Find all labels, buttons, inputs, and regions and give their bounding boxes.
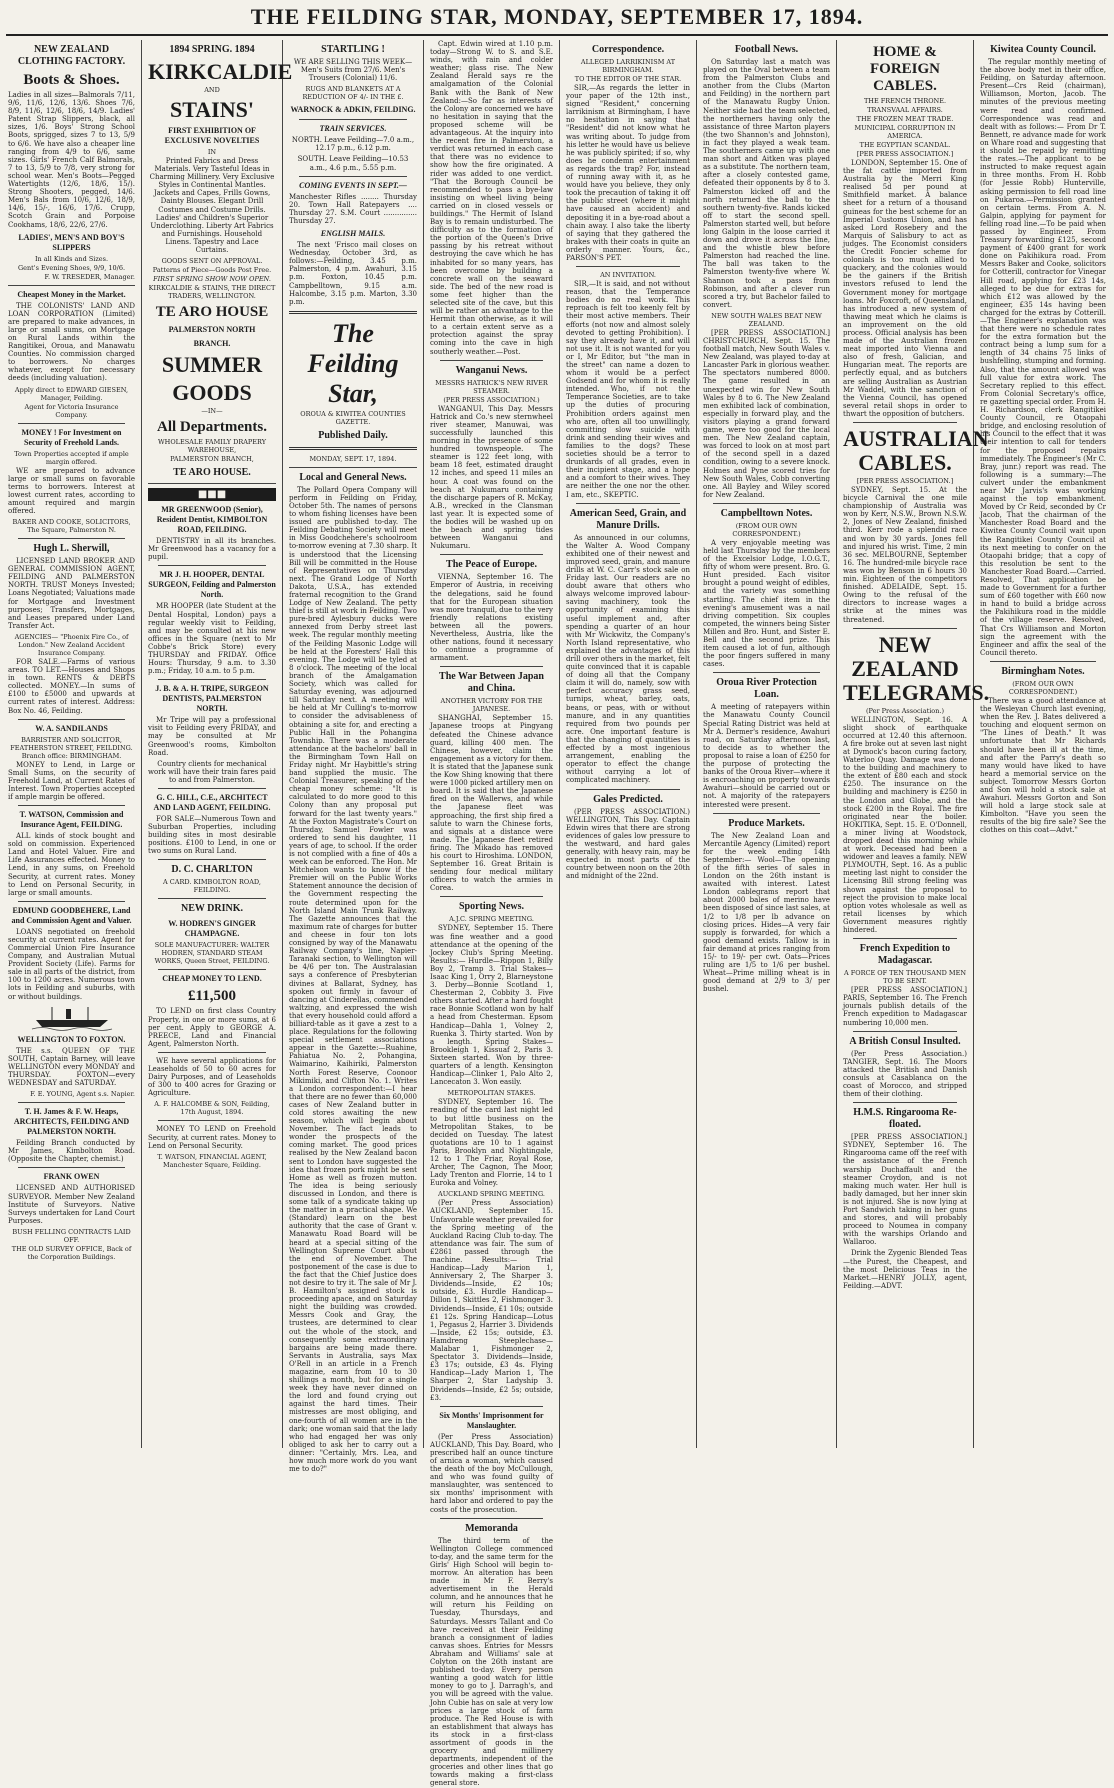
palmerston-north: PALMERSTON NORTH <box>168 325 256 335</box>
football-text: On Saturday last a match was played on the Oval between a team from the Palmerston Clubs and another from the Clubs (Marton and Feilding) in the northern part of the Manawatu Rugby Union. Neither side had the team selected, the northerners having only the assistance of three Marton players (the two Shannon's and Johnston), in fact they played a weak team. The southerners came up with one man short and Aitken was played as a substitute. The northern team, after a closely contested game, defeated their opponents by 8 to 3. Palmerston kicked off and the north returned the ball to the southern twenty-five. Rands kicked off to start the second spell. Palmerston started well, but before long Galpin in the loose carried it down and drove it across the line, and the whistle blew before Palmerston had reached the line. The ball was taken to the Palmerston twenty-five where W. Shannon took a pass from Robinson, and after a clever run scored a try, but Bachelor failed to convert. <box>703 58 830 309</box>
all-departments: All Departments. <box>157 419 267 436</box>
published-daily: Published Daily. <box>318 429 388 441</box>
startling-heading: STARTLING ! <box>321 44 385 55</box>
english-mails-text: The next 'Frisco mail closes on Wednesday, October 3rd, as follows:—Feilding, 3.45 p.m. Palmerston, 4 p.m. Awahuri, 3.15 p.m. Foxton, 10.45 p.m. Campbelltown, 9.15 a.m. Halcombe, 3.15 p.m. Marton, 3.30 p.m. <box>289 241 417 306</box>
goods-heading: GOODS <box>172 380 252 406</box>
tea-advert: Drink the Zygenic Blended Teas—the Purest, the Cheapest, and the most Delicious Teas in the Market.—HENRY JOLLY, agent, Feilding.—ADVT. <box>843 1249 967 1290</box>
section-divider <box>853 1031 957 1032</box>
to-the-editor: TO THE EDITOR OF THE STAR. <box>574 75 682 83</box>
english-mails-heading: ENGLISH MAILS. <box>320 229 386 239</box>
train-south: SOUTH. Leave Feilding—10.53 a.m., 4.6 p.m., 5.55 p.m. <box>297 155 409 172</box>
warnock-adkin: WARNOCK & ADKIN, FEILDING. <box>290 105 416 115</box>
section-divider <box>289 467 417 468</box>
campbelltown-subhead: (FROM OUR OWN CORRESPONDENT.) <box>732 521 801 538</box>
victoria-agent: Agent for Victoria Insurance Company. <box>24 402 119 419</box>
sherwill-heading: Hugh L. Sherwill, <box>33 543 110 555</box>
section-divider <box>576 789 680 790</box>
section-divider <box>440 1518 543 1519</box>
palmerston-branch: PALMERSTON BRANCH, <box>170 455 254 464</box>
charlton-heading: D. C. CHARLTON <box>171 864 253 876</box>
advance-text: WE are prepared to advance large or small sums on favorable terms to borrowers. Interest at lowest current rates, according to amount required and margin offered. <box>8 466 135 515</box>
goodbehere-heading: EDMUND GOODBEHERE, Land and Commission Agent and Valuer. <box>11 905 132 925</box>
section-divider <box>853 628 957 629</box>
hatrick-text: WANGANUI, This Day. Messrs Hatrick and Co.'s new sternwheel river steamer, Manuwai, was successfully launched this morning in the presence of some hundred townspeople. The steamer is 122 feet long, with beam 18 feet, estimated draught 12 inches, and speed 11 miles an hour. A coat was found on the beach at Nukumaru containing the discharge papers of R. McKay, A.B., wrecked in the Clansman last year. It is expected some of the bodies will be washed up on the beach and spring tides between Wanganui and Nukumaru. <box>430 404 553 551</box>
ad-divider <box>18 1167 125 1168</box>
goods-on-approval: GOODS SENT ON APPROVAL. <box>161 257 263 266</box>
exhibition-heading: FIRST EXHIBITION OF EXCLUSIVE NOVELTIES <box>164 126 260 145</box>
ad-divider <box>158 1120 266 1121</box>
peace-europe-heading: The Peace of Europe. <box>446 559 537 571</box>
steamship-icon <box>32 1005 112 1031</box>
ad-divider <box>18 1102 125 1103</box>
section-divider <box>440 1406 543 1407</box>
in-dash: —IN— <box>201 407 223 416</box>
ad-divider <box>18 423 125 424</box>
hodren-heading: W. HODREN'S GINGER CHAMPAGNE. <box>168 919 256 939</box>
press-association: [PER PRESS ASSOCIATION.] <box>856 150 954 158</box>
boots-price-list: Ladies in all sizes—Balmorals 7/11, 9/6, 11/6, 12/6, 13/6. Shoes 7/6, 8/9, 11/6, 12/6, 18/6, 14/9. Ladies' Patent Strap Slippers, black, all sizes, 1/6. Boys' Strong School Boots, sprigged, sizes 7 to 13, 5/9 to 6/6. We have also a cheaper line ranging from 4/9 to 6/6, same sizes. Girls' French Calf Balmorals, 7 to 13, 5/9 to 7/8, very strong for school wear. Men's Boots—Pegged Watertights (12/6, 18/6, 15/). Strong Shooters, pegged, 14/6. Men's Bals from 10/6, 12/6, 18/9, 14/6, 15/-, 16/6, 17/6. Crupp, Scotch Grain and Porpoise Cookhams, 18/6, 22/6, 27/6. <box>8 91 135 229</box>
column-8 <box>974 40 1112 1448</box>
slippers-text: In all Kinds and Sizes. <box>34 254 109 263</box>
australian-heading: AUSTRALIAN CABLES. <box>843 426 989 475</box>
watson-financial: T. WATSON, FINANCIAL AGENT, Manchester Square, Feilding. <box>157 1152 267 1169</box>
ad-divider <box>148 483 276 484</box>
branch-word: BRANCH. <box>193 339 231 349</box>
ad-divider <box>158 859 266 860</box>
section-divider <box>440 554 543 555</box>
nsw-subhead: NEW SOUTH WALES BEAT NEW ZEALAND. <box>711 311 822 328</box>
wholesale-warehouse: WHOLESALE FAMILY DRAPERY WAREHOUSE, <box>157 438 267 455</box>
tripe-heading: J. B. & A. H. TRIPE, SURGEON DENTISTS, PALMERSTON NORTH. <box>155 684 269 714</box>
sandilands-text: BARRISTER AND SOLICITOR, FEATHERSTON STREET, FEILDING. Branch office: BIRMINGHAM. <box>10 735 133 760</box>
press-association: (Per Press Association.) <box>866 706 944 715</box>
local-general-text: The Pollard Opera Company will perform in Feilding on Friday, October 5th. The names of persons to whom fishing licenses have been issued are published to-day. The Feilding Debating Society will meet in Miss Goodchehere's schoolroom to-morrow evening at 7.30 sharp. It is understood that the Licensing Bill will be committed in the House of Representatives on Thursday next. The Grand Lodge of North Dakota, U.S.A., has extended fraternal recognition to the Grand Lodge of New Zealand. The petty thief is still at work in Feilding. Two pure-bred Aylesbury ducks were annexed from Derby street last week. The regular monthly meeting of the Feilding Masonic Lodge will be held at the Foresters' Hall this evening. The Lodge will be tyled at 8 o'clock. The meeting of the local branch of the Amalgamation Society, which was called for Saturday evening, was adjourned till Saturday next. A meeting will be held at Mr Culling's to-morrow to consider the advisableness of obtaining a site for, and erecting a Public Hall in the Pohangina Township. There was a moderate attendance at the bachelors' ball in the Birmingham Town Hall on Friday night. Mr Haybittle's string band supplied the music. The Colonial Treasurer, speaking of the cheap money scheme: "It is calculated to do more good to this Colony than any proposal put forward for the last twenty years." At the Foxton Magistrate's Court on Thursday, Samuel Fowler was ordered to send his daughter, 11 years of age, to school. If the order is not complied with a fine of 40s a week can be enforced. The Hon. Mr Mitchelson wants to know if the Premier will on the Public Works Statement announce the decision of the Government respecting the route determined upon for the North Island Main Trunk Railway. The Gazette announces that the maximum rate of charges for butter and cheese in four ton lots consigned by way of the Manawatu Railway Company's line, Napier-Taranaki section, to Wellington will be 4/6 per ton. The Australasian says a conference of Presbyterian divines at Ballarat, Sydney, has spoken out firmly in favour of dancing at Cinderellas, commended waltzing, and expressed the wish that every household could afford a billiard-table as it gave a zest to a place. Regulations for the following special settlement associations appear in the Gazette:—Ruahine, Pahiatua No. 2, Pohangina, Waimarino, Kaihiriki, Palmerston North Forest Reserve, Coonoor Mikimiki, and Clifton No. 1. Writes a London correspondent:—I hear that there are no fewer than 60,000 cases of New Zealand butter in cold stores awaiting the new season, which will begin about November. The fact leads to wonder the prospects of the coming market. The good prices realised by the New Zealand bacon sent to London have suggested the idea that frozen pork might be sent Home as well as frozen mutton. The idea is being seriously discussed in London, and there is some talk of a syndicate taking up the matter in a practical shape. We (Standard) learn on the best authority that the case of Grant v. Manawatu Road Board will be heard at a special sitting of the Wellington Supreme Court about the end of November. The postponement of the case is due to the fact that the Chief Justice does not desire to try it. The sale of Mr J. B. Hamilton's assigned stock is proceeding apace, and on Saturday night the building was crowded. Messrs Cook and Gray, the trustees, are determined to clear out the whole of the stock, and consequently some extraordinary bargains are being made there. Servants in Australia, says Max O'Rell in an article in a French magazine, earn from 10 to 30 shillings a month, but for a single week they have never dinned on the lord and found crying out against the hard times. Their mistresses are most obliging, and one-fourth of all women are in the dark; one woman said that the lady who had engaged her was only obliged to ask her to carry out a dinner: "Certainly, Mrs. Lea, and how much more work do you want me to do?" <box>289 485 418 1474</box>
frozen-meat: THE FROZEN MEAT TRADE. <box>856 115 954 123</box>
french-throne: THE FRENCH THRONE. <box>863 97 947 105</box>
hill-text: FOR SALE—Numerous Town and Suburban Properties, including building sites in most desirable positions. £100 to Lend, in one or two sums on Rural Land. <box>148 815 276 856</box>
birmingham-heading: Birmingham Notes. <box>1001 665 1085 677</box>
hatrick-subhead: MESSRS HATRICK'S NEW RIVER STEAMER. <box>435 378 548 395</box>
money-to-lend: MONEY TO LEND on Freehold Security, at current rates. Money to Lend on Personal Security. <box>148 1125 276 1150</box>
war-heading: The War Between Japan and China. <box>439 671 544 695</box>
cheapest-money-heading: Cheapest Money in the Market. <box>17 289 126 299</box>
greenwood-heading: MR GREENWOOD (Senior), Resident Dentist, KIMBOLTON ROAD, FEILDING. <box>156 505 268 535</box>
ringarooma-text: [PER PRESS ASSOCIATION.] SYDNEY, September 16. The Ringarooma came off the reef with the assistance of the French warship Duchaffault and the steamer Croydon, and is not making much water. Her hull is badly damaged, but her inner skin is not injured. She is now lying at Port Sandwich taking in her guns and stores, and will probably proceed to Noumea in company with the warships Orlando and Wallaroo. <box>843 1133 967 1247</box>
ad-divider <box>158 898 266 899</box>
baker-cooke: BAKER AND COOKE, SOLICITORS, The Square, Palmerston N. <box>12 518 131 535</box>
invitation-letter: SIR,—It is said, and not without reason, that the Temperance bodies do no real work. This reproach is felt too keenly felt by their most active members. Their efforts (not now and almost solely devoted to getting Prohibition). I say they already have it, and will not use it. It is not wanted for you or I, Mr Editor, but "the man in the street" can name a dozen to whom it would be a perfect Godsend and for whom it is really intended. Who, if not the Temperance Societies, are to take up the duties of procuring Prohibition orders against men who are, often all too unwillingly, committing slow suicide with drink and sending their wives and families to the dogs? These societies should be a terror to drunkards of all grades, even in their incipient stage, and a hope and a comfort to their wives. They are neither the one nor the other. I am, etc., SKEPTIC. <box>566 280 690 499</box>
ad-divider <box>18 538 125 539</box>
ad-divider <box>299 176 407 177</box>
masthead-title: THE FEILDING STAR, MONDAY, SEPTEMBER 17, 1894. <box>250 4 864 29</box>
birmingham-subhead: (FROM OUR OWN CORRESPONDENT.) <box>1008 679 1078 696</box>
campbelltown-heading: Campbelltown Notes. <box>720 507 813 519</box>
nz-telegrams-text: WELLINGTON, Sept. 16. A slight shock of earthquake occurred at 12.40 this afternoon. A fire broke out at seven last night at Dymock's bacon curing factory, Waterloo Quay. Damage was done to the building and machinery to the extent of £80 each and stock £250. The insurance on the building and machinery is £250 in the London and Globe, and the stock £200 in the Royal. The fire originated near the boiler. HOKITIKA, Sept. 15. E. O'Donnell, a miner living at Woodstock, dropped dead this morning while at work. Deceased had been a widower and leaves a family. NEW PLYMOUTH, Sept. 16. As a public meeting last night to consider the Licensing Bill strong feeling was shown against the proposal to reject the provision to make local option votes wholesale as well as retail licenses by which Government measures rightly hindered. <box>843 715 967 935</box>
town-properties: Town Properties accepted if ample margin offered. <box>14 449 129 466</box>
spring-show-open: FIRST SPRING SHOW NOW OPEN. <box>153 275 271 284</box>
james-heaps-text: Feilding Branch conducted by Mr James, Kimbolton Road. (Opposite the Chapter, chemist.) <box>8 1139 135 1164</box>
te-aro-house-heading: TE ARO HOUSE <box>155 304 269 321</box>
section-divider <box>440 896 543 897</box>
greenwood-text: DENTISTRY in all its branches. Mr Greenwood has a vacancy for a pupil. <box>148 537 276 562</box>
owen-text: LICENSED AND AUTHORISED SURVEYOR. Member New Zealand Institute of Surveyors. Native Surveys undertaken for Land Court Purposes. <box>8 1184 135 1225</box>
young-agent: F. E. YOUNG, Agent s.s. Napier. <box>30 1090 135 1099</box>
sherwill-text: LICENSED LAND BROKER AND GENERAL COMMISSION AGENT, FEILDING AND PALMERSTON NORTH. TRUST Moneys Invested; Loans Negotiated; Valuations made for Mortgage and Investment purposes; Transfers, Mortgages, and Leases prepared under Land Transfer Act. <box>8 557 135 630</box>
oroua-loan-heading: Oroua River Protection Loan. <box>716 677 817 701</box>
money-lend-text: MONEY to Lend, in Large or Small Sums, on the security of Freehold Land, at Current Rates of Interest. Town Properties accepted if ample margin be offered. <box>8 760 135 801</box>
column-7 <box>837 40 990 1448</box>
masthead-rule <box>6 34 1108 36</box>
war-text: SHANGHAI, September 15. Japanese troops at Pingyang defeated the Chinese advance guard, killing 400 men. The Chinese, however, claim the engagement as a victory for them. It is stated that the Japanese sunk the Kow Shing knowing that there were 1000 picked artillery men on board. It is said that the Japanese fired on the Wallerws, and while the Japanese fleet was approaching, the first ship fired a salute to warn the Chinese forts, and signals at a distance were made. The Japanese fleet retired firing. The Mikado has removed his court to Hiroshima. LONDON, September 16. Great Britain is sending four medical military officers to watch the armies in Corea. <box>430 714 553 893</box>
gales-heading: Gales Predicted. <box>593 793 663 805</box>
cheap-money-heading: CHEAP MONEY TO LEND. <box>162 974 262 984</box>
nz-telegrams-heading: NEW ZEALAND TELEGRAMS. <box>843 631 990 705</box>
madagascar-subhead: A FORCE OF TEN THOUSAND MEN TO BE SENT. <box>843 969 967 986</box>
news-continued: Capt. Edwin wired at 1.10 p.m. today—Strong W. to S. and S.E. winds, with rain and colder weather; glass rise. The New Zealand Herald says re the amalgamation of the Colonial Bank with the Bank of New Zealand:—So far as interests of the Colony are concerned we have no hesitation in saying that the proposed scheme will be advantageous. At the inquiry into the recent fire in Palmerston, a verdict was returned in each case that there was no evidence to show how the fire originated. A rider was added to one verdict. "That the Borough Council be recommended to pass a bye-law insisting on wheel living being carried on in closed vessels or buildings." The Hermit of Island Bay is to remain undisturbed. The difficulty as to the formation of the portion of the Queen's Drive passing by his retreat without destroying the cave which he has inhabited for so many years, has been overcome by building a concrete wall on the seaward side. The bed of the new road is some feet higher than the selected site of the cave, but this will be rather an advantage to the Hermit than otherwise, as it will to a certain extent serve as a protection against the spray coming into the cave in high southerly weather.—Post. <box>430 40 553 356</box>
section-divider <box>713 672 820 673</box>
kiwitea-text: The regular monthly meeting of the above body met in their office, Feilding, on Saturday afternoon. Present—Crs Reid (chairman), Williamson, Morton, Jacob. The minutes of the previous meeting were read and confirmed. Correspondence was read and dealt with as follows:— From Dr T. Bennett, re advance made for work on Whare road and suggesting that it should be repaid by remitting the rates.—The applicant to be instructed to make request again in three months. From H. Robb (for Jessie Robb) Hunterville, asking permission to fell road line on Pukaroa.—Permission granted on certain terms. From A. N. Galpin, applying for payment for felling road line.—To be paid when passed by Engineer. From Treasury forwarding £125, second payment of £400 grant for work done on Pakihikura road. From Messrs Baker and Cooke, solicitors for Cotterill, contractor for Vinegar Hill road, applying for £23 14s, alleged to be due for extras for which £12 was allowed by the engineer, £35 14s having been charged for the extras by Cotterill.—The Engineer's explanation was that there were no schedule rates for the extra formation but the contract being a lump sum for a length of 34 chains 75 links of bushfelling, stumping and forming. Also, that the amount allowed was full value for extra work. The Secretary replied to this effect. From Colonial Secretary's office, re gazetting special order. From H. H. Richardson, clerk Rangitikei County Council, re Otaopahi bridge, and enclosing resolution of his Council to the effect that it was their intention to call for tenders for the proposed repairs immediately. The Engineer's (Mr C. Bray, junr.) report was read. The following is a summary:—The culvert under the embankment near Mr Jarvis's was working against the top embankment. Moved by Cr Reid, seconded by Cr Jacob, That the chairman of the Manchester Road Board and the Kiwitea County Council wait upon the Rangitikei County Council at its next meeting to confer on the Otaopahi bridge; that a copy of this resolution be sent to the Manchester Road Board.—Carried. Resolved, That application be made to Government for a further sum of £60 together with £60 now in hand to build a bridge across the Pakihikura road in the middle of the village reserve. Resolved, That Crs Williamson and Morton sign the agreement with the Engineer and affix the seal of the Council thereto. <box>980 58 1106 657</box>
masthead-rule <box>289 311 417 314</box>
pound-amount: £11,500 <box>188 988 236 1005</box>
new-drink-heading: NEW DRINK. <box>180 903 244 915</box>
issue-date: MONDAY, SEPT. 17, 1894. <box>309 454 397 463</box>
madagascar-heading: French Expedition to Madagascar. <box>859 943 951 967</box>
coming-events-heading: COMING EVENTS IN SEPT.— <box>299 180 407 190</box>
feilding-star-masthead: The Feilding Star, <box>307 318 399 408</box>
agencies: AGENCIES— "Phoenix Fire Co., of London." New Zealand Accident Insurance Company. <box>14 632 129 657</box>
sporting-heading: Sporting News. <box>458 901 524 913</box>
invitation-subhead: AN INVITATION. <box>600 271 656 280</box>
correspondence-heading: Correspondence. <box>591 44 665 55</box>
seed-drills-heading: American Seed, Grain, and Manure Drills. <box>569 507 687 531</box>
coming-events-list: Manchester Rifles ........ Thursday 20. Town Hall Ratepayers .... Thursday 27. S.M. Court ............... Thursday 27. <box>289 192 417 225</box>
section-divider <box>853 422 957 423</box>
section-divider <box>853 938 957 939</box>
masthead-rule <box>289 447 417 450</box>
kiwitea-heading: Kiwitea County Council. <box>990 44 1096 55</box>
larrikinism-subhead: ALLEGED LARRIKINISM AT BIRMINGHAM. <box>580 58 676 74</box>
produce-heading: Produce Markets. <box>728 817 805 829</box>
old-survey-office: THE OLD SURVEY OFFICE, Back of the Corporation Buildings. <box>11 1244 132 1261</box>
foxton-heading: WELLINGTON TO FOXTON. <box>17 1034 126 1044</box>
larrikinism-letter: SIR,—As regards the letter in your paper of the 12th inst., signed "Resident," concerning larrikinism at Birmingham, I have no hesitation in saying that "Resident" did not know what he was writing about. To judge from his letter he would have us believe he was publicly spirited; if so, why does he condemn entertainment as regards the trap? For, instead of running away with it, as he would have you believe, they only took the precaution of taking it off the public street (where it might have caused an accident) and depositing it in a bye-road about a chain away. I also take the liberty of saying that they gathered the brakes with their coats in quite an orderly manner. Yours, &c., PARSON'S PET. <box>566 84 690 262</box>
consul-heading: A British Consul Insulted. <box>849 1035 961 1047</box>
gazette-subtitle: OROUA & KIWITEA COUNTIES GAZETTE. <box>300 409 406 426</box>
hooper-heading: MR J. H. HOOPER, DENTAL SURGEON, Feilding and Palmerston North. <box>148 570 276 600</box>
colonists-loan-text: THE COLONISTS' LAND AND LOAN CORPORATION (Limited) are prepared to make advances, in large or small sums, on Mortgage on Rural Lands within the Rangitikei, Oroua, and Manawatu Counties. No commission charged to borrowers. No charges whatever, except for necessary deeds (including valuation). <box>8 301 135 383</box>
ad-divider <box>18 719 125 720</box>
oroua-loan-text: A meeting of ratepayers within the Manawatu County Council Special Rating District was held at Mr A. Dermer's residence, Awahuri road, on Saturday afternoon last, to decide as to whether the proposal to raise a loan of £250 for the purpose of protecting the banks of the Oroua River—where it is encroaching on property towards Awahuri—should be carried out or not. A majority of the ratepayers interested were present. <box>703 703 830 809</box>
direct-traders: KIRKCALDIE & STAINS, THE DIRECT TRADERS, WELLINGTON. <box>148 284 276 301</box>
column-5 <box>560 40 696 1448</box>
ad-divider <box>158 969 266 970</box>
campbelltown-text: A very enjoyable meeting was held last Thursday by the members of the Excelsior Lodge, I.O.G.T., fifty of whom were present. Bro. G. Hunt presided. Each visitor brought a pound weight of edibles, and the variety was something startling. The chief item in the evening's amusement was a nail driving competition. Six couples competed, the winners being Sister Millen and Bro. Hunt, and Sister E. Bell and the second prize. This item caused a lot of fun, although the poor fingers suffered in many cases. <box>703 538 830 669</box>
press-association: (PER PRESS ASSOCIATION.) <box>443 395 540 404</box>
auckland-text: (Per Press Association) AUCKLAND, September 15. Unfavorable weather prevailed for the Spring meeting of the Auckland Racing Club to-day. The attendance was fair. The sum of £2861 passed through the machine. Results:— Trial Handicap—Lady Marion 1, Anniversary 2, The Sharper 3. Dividends—Inside, £2 10s; outside, £3. Hurdle Handicap—Dillon 1, Skittles 2, Fishmonger 3. Dividends—Inside, £1 10s; outside £1 12s. Spring Handicap—Lotus 1, Pegasus 2, Harrier 3. Dividends—Inside, £2 15s; outside, £3. Hamdreng Steeplechase—Malabar 1, Fishmonger 2, Spectator 3. Dividends—Inside, £3 17s; outside, £3 4s. Flying Handicap—Lady Marion 1, The Sharper 2, Star Ladyship 3. Dividends—Inside, £2 5s; outside, £3. <box>430 1199 553 1402</box>
home-foreign-text: LONDON, September 15. One of the fat cattle imported from Australia by the Merri King realised 5d per pound at Smithfield market. A balance sheet for a return of a thousand guineas for the best scheme for an Imperial Customs Union, and has asked Lord Rosebery and the Marquis of Salisbury to act as judges. The Economist considers the Credit Foncier scheme for colonials is too much allied to quackery, and the colonies would be the gainers if the British investors refused to lend the Government money for mortgage loans. Mr Foxcroft, of Queensland, has introduced a new system of thawing meat which he claims is an improvement on the old process. Official analysis has been made of the Australian frozen meat imported into Vienna and also of fresh, Galician, and Hungarian meat. The reports are perfectly equal, and as butchers are selling Australian as Austrian Mr Waddel, with the sanction of the Vienna Council, has opened several retail shops in order to thwart the opposition of butchers. <box>843 159 967 418</box>
section-divider <box>990 661 1096 662</box>
clothing-factory-heading: NEW ZEALAND CLOTHING FACTORY. <box>17 44 126 67</box>
birmingham-text: There was a good attendance at the Wesleyan Church last evening, when the Rev. J. Bates delivered a touching and eloquent sermon on "The Lines of Death." It was unfortunate that Mr Richards should have been ill at the time, and after the Parry's death so many would have liked to have heard a memorial service on the subject. Tomorrow Messrs Gorton and Son will hold a stock sale at Awahuri. Messrs Gorton and Son will hold a large stock sale at Kimbolton. "Have you seen the results of the big fire sale? See the clothes on this coat—Advt." <box>980 696 1106 835</box>
ad-divider <box>158 679 266 680</box>
ringarooma-heading: H.M.S. Ringarooma Re-floated. <box>853 1107 957 1131</box>
column-4 <box>424 40 559 1788</box>
evening-shoes: Gent's Evening Shoes, 9/9, 10/6. <box>17 263 126 272</box>
patterns-post-free: Patterns of Piece—Goods Post Free. <box>152 266 272 275</box>
te-aro-house-footer: TE ARO HOUSE. <box>173 467 251 479</box>
column-3 <box>283 40 423 1474</box>
train-north: NORTH. Leave Feilding—7.0 a.m., 12.17 p.m., 6.12 p.m. <box>291 136 415 153</box>
apply-direct: Apply direct to EDWARD GIESEN, Manager, Feilding. <box>14 385 129 402</box>
egyptian-scandal: THE EGYPTIAN SCANDAL. <box>859 141 951 149</box>
novelties-list: Printed Fabrics and Dress Materials. Very Tasteful Ideas in Charming Millinery. Very Exclusive Styles in Continental Mantles. Jackets and Capes, Frills Gowns, Dainty Blouses. Elegant Drill Costumes and Costume Drills. Ladies' and Children's Superior Underclothing. Liberty Art Fabrics and Furnishings. Household Linens. Tapestry and Lace Curtains. <box>149 157 275 255</box>
ad-divider <box>8 285 135 286</box>
ad-divider <box>18 805 125 806</box>
section-divider <box>440 666 543 667</box>
metropolitan-text: SYDNEY, September 16. The reading of the card last night led to but little business on the Metropolitan Stakes, to be decided on Tuesday. The latest quotations are 10 to 1 against Paris, Brooklyn and Nightingale, 12 to 1 The Friar, Royal Rose, Archer, The Cagnon, The Moor, Lady Trenton and Florrie, 14 to 1 Euroka and Volney. <box>430 1098 553 1188</box>
money-heading: MONEY ! For Investment on Security of Freehold Lands. <box>21 427 122 447</box>
watson-text: ALL kinds of stock bought and sold on commission. Experienced Land and Hotel Valuer. Fire and Life Assurances effected. Money to Lend, in any sums, on Freehold Security, at current rates. Money to Lend on Personal Security, in large or small amounts. <box>8 832 135 897</box>
in-word: IN <box>207 148 217 156</box>
james-heaps-heading: T. H. James & F. W. Heaps, ARCHITECTS, FEILDING AND PALMERSTON NORTH. <box>13 1107 130 1137</box>
memoranda-text: The third term of the Wellington College commenced to-day, and the same term for the Girls' High School will begin to-morrow. An alteration has been made in Mr F. Berry's advertisement in the Herald column, and he announces that he will return his Feilding on Tuesday, Thursdays, and Saturdays. Messrs Tallant and Co have received at their Feilding branch a consignment of ladies canvas shoes. Entries for Messrs Abraham and Williams' sale at Colyton on the 26th instant are published to-day. Every person wanting a good watch for little money to go to J. Darragh's, and you will be agreed with the value. John Cubie has on sale at very low prices a large stock of farm produce. The Red House is with an establishment that always has its stock in a first-class assortment of goods in the grocery and millinery departments, independent of the groceries and other lines that go towards making a first-class general store. <box>430 1536 553 1788</box>
charlton-text: A CARD. KIMBOLTON ROAD, FEILDING. <box>163 878 261 895</box>
wanganui-heading: Wanganui News. <box>455 364 528 376</box>
watson-heading: T. WATSON, Commission and Insurance Agent, FEILDING. <box>19 810 124 830</box>
goodbehere-text: LOANS negotiated on freehold security at current rates. Agent for Commercial Union Fire Insurance Company, and Australian Mutual Provident Society (Life). Farms for sale in all parts of the district, from 100 to 1200 acres. Numerous town lots in Feilding and suburbs, with or without buildings. <box>8 927 135 1001</box>
kirkcaldie-heading: KIRKCALDIE <box>148 59 293 84</box>
ajc-text: SYDNEY, September 15. There was fine weather and a good attendance at the opening of the Jockey Club's Spring Meeting. Results:— Hurdle—Rippon 1, Billy Boy 2, Tramp 3. Trial Stakes—Isaac King 1, Orry 2, Blarneystone 3. Derby—Bonnie Scotland 1, Chesterman 2, Cobbity 3. Five others started. After a hard fought race Bonnie Scotland won by half a head from Chesterman. Epsom Handicap—Dahla 1, Volney 2, Ruenka 3. Thirty started. Won by a length. Spring Stakes—Brookleigh 1, Kissuaf 2, Paris 3. Sixteen started. Won by three-quarters of a length. Kensington Handicap—Clinker 1, Palo Alto 2, Lancecaton 3. Won easily. <box>430 924 553 1087</box>
municipal-corruption: MUNICIPAL CORRUPTION IN AMERICA. <box>854 124 956 140</box>
manslaughter-heading: Six Months' Imprisonment for Manslaughter. <box>439 1410 544 1430</box>
ad-divider <box>18 901 125 902</box>
madagascar-text: [PER PRESS ASSOCIATION.] PARIS, September 16. The French journals publish details of the French expedition to Madagascar numbering 10,000 men. <box>843 986 967 1027</box>
consul-text: (Per Press Association.) TANGIER, Sept. 16. The Moors attacked the British and Danish consuls at Casablanca on the coast of Morocco, and stripped them of their clothing. <box>843 1049 967 1099</box>
column-2 <box>142 40 293 1448</box>
selling-this-week: WE ARE SELLING THIS WEEK— Men's Suits from 27/6. Men's Trousers (Colonial) 11/6. <box>293 58 413 83</box>
section-divider <box>713 503 820 504</box>
section-divider <box>440 360 543 361</box>
mechanical-work-note: Country clients for mechanical work will have their train fares paid to and from Palmerston. <box>148 759 276 784</box>
column-6 <box>697 40 836 1448</box>
and-word: AND <box>204 86 220 94</box>
dentist-banner-icon: ■■■ <box>148 488 276 501</box>
column-1 <box>2 40 141 1448</box>
stains-heading: STAINS' <box>170 97 254 122</box>
gales-text: (PER PRESS ASSOCIATION.) WELLINGTON, This Day. Captain Edwin wires that there are strong evidences of gales low pressure to the westward, and hard gales generally, with heavy rain, may be expected in most parts of the country between noon on the 20th and midnight of the 22nd. <box>566 807 690 881</box>
sandilands-heading: W. A. SANDILANDS <box>35 723 108 733</box>
boots-heading: Boots & Shoes. <box>23 72 120 88</box>
summer-heading: SUMMER <box>161 352 263 378</box>
hooper-text: MR HOOPER (late Student at the Dental Hospital, London) pays a regular weekly visit to Feilding, and may be consulted at his new offices in the Square (next to Mr Cobbe's Brick Store) every THURSDAY and FRIDAY. Office Hours: Thursday, 9 a.m. to 3.30 p.m.; Friday, 10 a.m. to 5 p.m. <box>148 602 276 676</box>
bush-felling: BUSH FELLING CONTRACTS LAID OFF. <box>12 1227 131 1244</box>
manager-signature: F. W. TRESEDER, Manager. <box>44 272 135 281</box>
section-divider <box>713 813 820 814</box>
hill-heading: G. C. HILL, C.E., ARCHITECT AND LAND AGENT, FEILDING. <box>153 793 271 812</box>
metropolitan-subhead: METROPOLITAN STAKES. <box>447 1089 536 1098</box>
train-services-heading: TRAIN SERVICES. <box>319 124 387 134</box>
hodren-text: SOLE MANUFACTURER: WALTER HODREN, STANDARD STEAM WORKS, Queen Street, FEILDING. <box>154 941 270 966</box>
for-sale-to-let: FOR SALE.—Farms of various areas. TO LET.—Houses and Shops in town. RENTS & DEBTS collected. MONEY.—In sums of £100 to £5000 and upwards at current rates of interest. Address: Box No. 46, Feilding. <box>8 657 135 715</box>
ajc-subhead: A.J.C. SPRING MEETING. <box>449 915 534 924</box>
halcombe-signature: A. F. HALCOMBE & SON, Feilding, 17th August, 1894. <box>154 1100 270 1117</box>
australian-text: SYDNEY, Sept. 15. At the bicycle Carnival the one mile championship of Australia was won by Kerr, N.S.W., Brown N.S.W. 2, Jones of New Zealand, finished third. Kerr rode a splendid race and won by 30 yards. Jones fell and injured his wrist. Time, 2 min 36 sec. MELBOURNE, September 16. The hundred-mile bicycle race was won by Benson in 6 hours 30 min. Eighteen of the competitors finished. ADELAIDE, Sept. 15. Owing to the refusal of the directors to increase wages a strike at the mines was threatened. <box>843 486 967 624</box>
local-general-heading: Local and General News. <box>299 471 407 483</box>
seed-drills-text: As announced in our columns, the Walter A. Wood Company exhibited one of their newest and improved seed, grain, and manure drills at W. C. Carr's stock sale on Friday last. Our readers are no doubt aware that others who always welcome improved labour-saving machinery, took the opportunity of examining this useful implement and, after spending a quarter of an hour with Mr Wickwitz, the Company's North Island representative, who explained the advantages of this drill over others in the market, felt quite convinced that it is capable of doing all that the Company claim it will do, namely, sow with perfect accuracy grass seed, turnips, wheat, barley, oats, beans, or peas, with or without manure, and in any quantities required from two pounds per acre. One important feature is that the changing of quantities is effected by a most ingenious arrangement, enabling the operator to effect the change without carrying a lot of complicated machinery. <box>566 533 690 785</box>
slippers-heading: LADIES', MEN'S AND BOY'S SLIPPERS <box>18 232 125 252</box>
peace-europe-text: VIENNA, September 16. The Emperor of Austria, in receiving the delegations, said he found that for the European situation was more tranquil, due to the very friendly relations existing between all the powers. Nevertheless, Austria, like the other nations, found it necessary to continue a programme of armament. <box>430 573 554 663</box>
owen-heading: FRANK OWEN <box>43 1172 100 1182</box>
foxton-text: THE s.s. QUEEN OF THE SOUTH, Captain Barney, will leave WELLINGTON every MONDAY and THURSDAY. FOXTON—every WEDNESDAY and SATURDAY. <box>8 1046 135 1088</box>
ad-divider <box>158 788 266 789</box>
section-divider <box>853 1102 957 1103</box>
ad-divider <box>158 1052 266 1053</box>
tripe-text: Mr Tripe will pay a professional visit to Feilding every FRIDAY, and may be consulted at Mr Greenwood's rooms, Kimbolton Road. <box>148 716 276 757</box>
manslaughter-text: (Per Press Association) AUCKLAND, This Day. Board, who prescribed half an ounce tincture of arnica a woman, which caused the death of the boy McCullough, and who was found guilty of manslaughter, was sentenced to six months' imprisonment with hard labor and ordered to pay the costs of the prosecution. <box>430 1432 553 1514</box>
ad-divider <box>158 565 266 566</box>
nsw-text: [PER PRESS ASSOCIATION.] CHRISTCHURCH, Sept. 15. The football match, New South Wales v. New Zealand, was played to-day at Lancaster Park in glorious weather. The spectators numbered 8000. The game resulted in an unexpected win for New South Wales by 8 to 6. The New Zealand men exhibited lack of combination, especially in forward play, and the visitors playing a grand forward game, were too good for the local men. The New Zealand captain, was forced to look on at most part of the second spell in a dazed condition, owing to a severe knock. Holmes and Pyne scored tries for New South Wales, Cobb converting one. All Bayley and Wiley scored for New Zealand. <box>703 328 830 499</box>
ad-divider <box>299 119 407 120</box>
press-association: [PER PRESS ASSOCIATION.] <box>856 477 954 485</box>
memoranda-heading: Memoranda <box>465 1522 518 1534</box>
transvaal-affairs: TRANSVAAL AFFAIRS. <box>867 106 943 114</box>
leasehold-applications: WE have several applications for Leaseholds of 50 to 60 acres for Dairy Purposes, and of Leaseholds of 300 to 400 acres for Grazing or Agriculture. <box>148 1056 276 1098</box>
home-foreign-heading: HOME & FOREIGN CABLES. <box>869 44 940 94</box>
section-divider <box>576 503 680 504</box>
auckland-subhead: AUCKLAND SPRING MEETING. <box>438 1190 545 1199</box>
produce-text: The New Zealand Loan and Mercantile Agency (Limited) report for the week ending 14th September:— Wool—The opening of the fifth series of sales in London on the 26th instant is awaited with interest. Latest London cablegrams report that about 2000 bales of merino have been disposed of since last sales, at 1/2 to 1/8 per lb advance on closing prices. Hides—A very fair supply is forwarded, for which a good demand exists. Tallow is in fair demand at prices ranging from 15/- to 19/- per cwt. Oats—Prices ruling are 1/5 to 1/6 per bushel. Wheat—Prime milling wheat is in good demand at 2/9 to 3/ per bushel. <box>703 831 830 994</box>
season-banner: 1894 SPRING. 1894 <box>169 44 255 55</box>
preece-text: TO LEND on first class Country Property, in one or more sums, at 6 per cent. Apply to GEORGE A. PREECE, Land and Financial Agent, Palmerston North. <box>148 1007 276 1048</box>
war-subhead: ANOTHER VICTORY FOR THE JAPANESE. <box>440 697 543 714</box>
football-heading: Football News. <box>734 44 799 55</box>
rugs-blankets: RUGS AND BLANKETS AT A REDUCTION OF 4/- IN THE £. <box>302 85 404 102</box>
section-divider <box>576 266 680 267</box>
